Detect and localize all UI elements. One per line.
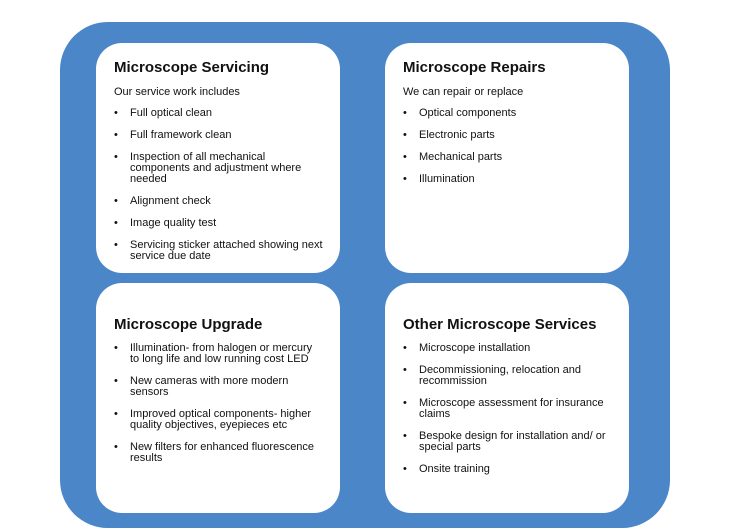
list-item: • Bespoke design for installation and/ or special parts [403, 431, 613, 453]
list-item: • Illumination [403, 174, 613, 185]
list-item: • Illumination- from halogen or mercury to long life and low running cost LED [114, 343, 324, 365]
list-item: • Image quality test [114, 218, 324, 229]
list-item: • Alignment check [114, 196, 324, 207]
list-item: • Electronic parts [403, 130, 613, 141]
list-item: • Servicing sticker attached showing next service due date [114, 240, 324, 262]
other-services-card [385, 283, 629, 513]
other-services-list [403, 343, 613, 475]
upgrade-card [96, 283, 340, 513]
servicing-intro: Our service work includes [114, 86, 240, 98]
list-item: • Microscope assessment for insurance claims [403, 398, 613, 420]
list-item: • New filters for enhanced fluorescence results [114, 442, 324, 464]
list-item: • Full optical clean [114, 108, 324, 119]
list-item: • Mechanical parts [403, 152, 613, 163]
upgrade-title: Microscope Upgrade [114, 316, 263, 333]
other-services-title: Other Microscope Services [403, 316, 597, 333]
list-item: • Onsite training [403, 464, 613, 475]
repairs-title: Microscope Repairs [403, 59, 546, 76]
repairs-card [385, 43, 629, 273]
servicing-list [114, 108, 324, 262]
upgrade-list [114, 343, 324, 464]
list-item: • Microscope installation [403, 343, 613, 354]
list-item: • Improved optical components- higher quality objectives, eyepieces etc [114, 409, 324, 431]
list-item: • Full framework clean [114, 130, 324, 141]
list-item: • Inspection of all mechanical components and adjustment where needed [114, 152, 324, 185]
repairs-intro: We can repair or replace [403, 86, 524, 98]
servicing-card [96, 43, 340, 273]
list-item: • New cameras with more modern sensors [114, 376, 324, 398]
list-item: • Optical components [403, 108, 613, 119]
servicing-title: Microscope Servicing [114, 59, 270, 76]
repairs-list [403, 108, 613, 185]
list-item: • Decommissioning, relocation and recommission [403, 365, 613, 387]
